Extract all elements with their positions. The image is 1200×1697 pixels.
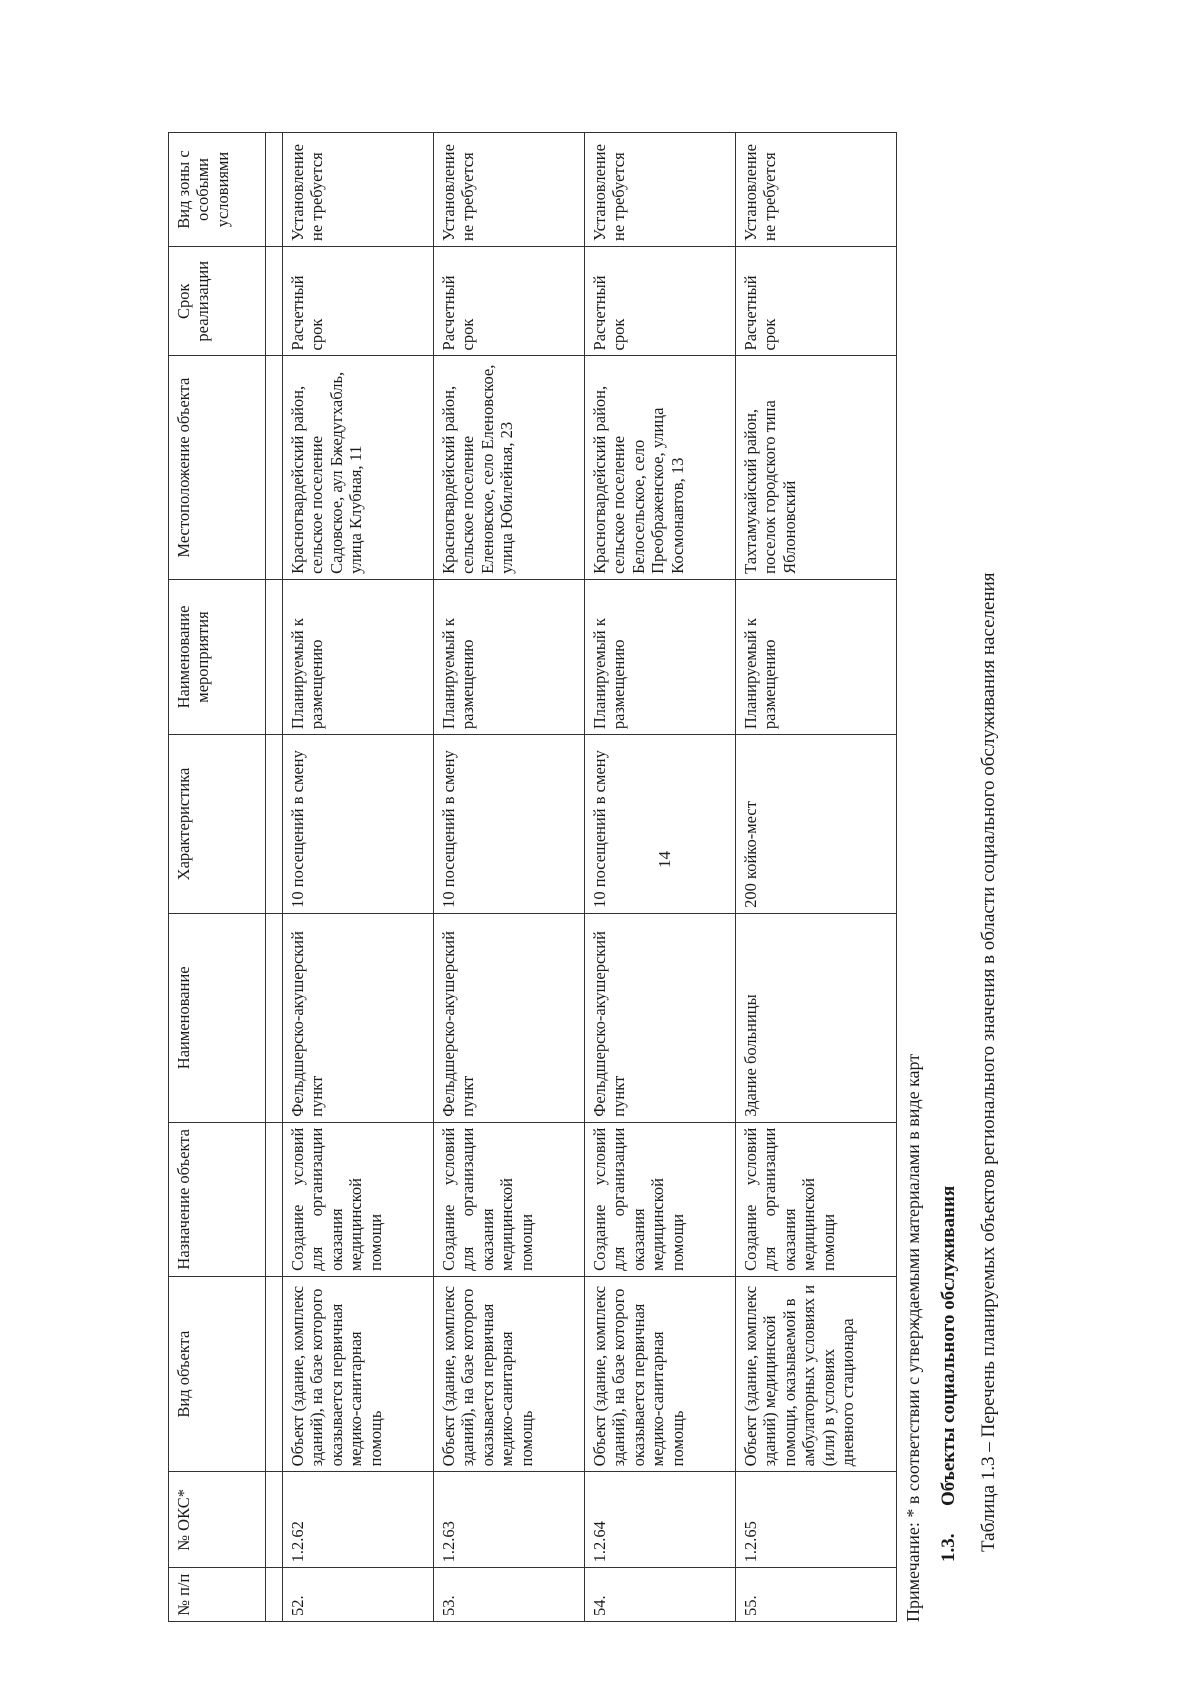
table-cell: Расчетный срок: [736, 247, 897, 356]
table-cell: Объект (здание, комплекс зданий) медицинской помощи, оказываемой в амбулаторных условиях и (или) в условиях дневного стационара: [736, 1276, 897, 1471]
table-cell: 52.: [283, 1568, 434, 1622]
table-spacer-row: [266, 133, 283, 1622]
table-cell: 10 посещений в смену: [585, 735, 736, 914]
table-cell: Красногвардейский район, сельское поселение Еленовское, село Еленовское, улица Юбилейная, 23: [434, 356, 585, 579]
table-cell: Красногвардейский район, сельское поселение Садовское, аул Бжедугхабль, улица Клубная, 11: [283, 356, 434, 579]
table-cell: Красногвардейский район, сельское поселение Белосельское, село Преображенское, улица Космонавтов, 13: [585, 356, 736, 579]
header-cell: № п/п: [169, 1568, 266, 1622]
table-cell: Планируемый к размещению: [283, 579, 434, 734]
table-cell: Установление не требуется: [585, 133, 736, 247]
header-cell: Характеристика: [169, 735, 266, 914]
table-cell: 10 посещений в смену: [434, 735, 585, 914]
table-cell: 1.2.62: [283, 1472, 434, 1568]
table-cell: Здание больницы: [736, 913, 897, 1122]
table-cell: Создание условий для организации оказания медицинской помощи: [283, 1122, 434, 1276]
table-cell: 1.2.65: [736, 1472, 897, 1568]
table-cell: Расчетный срок: [434, 247, 585, 356]
objects-table: [168, 132, 897, 1622]
header-cell: Срок реализации: [169, 247, 266, 356]
table-cell: Создание условий для организации оказания медицинской помощи: [585, 1122, 736, 1276]
rotated-content: [168, 132, 1088, 1622]
header-cell: Наименование мероприятия: [169, 579, 266, 734]
table-cell: Создание условий для организации оказания медицинской помощи: [736, 1122, 897, 1276]
table-cell: Планируемый к размещению: [434, 579, 585, 734]
table-cell: 1.2.63: [434, 1472, 585, 1568]
header-cell: Наименование: [169, 913, 266, 1122]
table-cell: Объект (здание, комплекс зданий), на базе которого оказывается первичная медико-санитарная помощь: [434, 1276, 585, 1471]
table-cell: Установление не требуется: [736, 133, 897, 247]
table-cell: Фельдшерско-акушерский пункт: [283, 913, 434, 1122]
table-cell: Фельдшерско-акушерский пункт: [585, 913, 736, 1122]
table-row: [283, 133, 434, 1622]
table-cell: Расчетный срок: [585, 247, 736, 356]
table-footnote: Примечание: * в соответствии с утверждаемыми материалами в виде карт: [903, 1053, 923, 1622]
table-cell: Создание условий для организации оказания медицинской помощи: [434, 1122, 585, 1276]
table-cell: 1.2.64: [585, 1472, 736, 1568]
table-cell: Установление не требуется: [283, 133, 434, 247]
table-cell: Планируемый к размещению: [736, 579, 897, 734]
table-cell: 55.: [736, 1568, 897, 1622]
section-heading: [938, 132, 960, 1622]
table-cell: Фельдшерско-акушерский пункт: [434, 913, 585, 1122]
table-cell: 10 посещений в смену: [283, 735, 434, 914]
table-row: [736, 133, 897, 1622]
table-cell: Установление не требуется: [434, 133, 585, 247]
table-header-row: [169, 133, 266, 1622]
table-cell: Тахтамукайский район, поселок городского типа Яблоновский: [736, 356, 897, 579]
header-cell: Назначение объекта: [169, 1122, 266, 1276]
table-cell: Планируемый к размещению: [585, 579, 736, 734]
table-cell: 200 койко-мест: [736, 735, 897, 914]
table-row: [585, 133, 736, 1622]
table-caption: Таблица 1.3 – Перечень планируемых объектов регионального значения в области социального обслуживания населения: [978, 572, 999, 1552]
section-number: 1.3.: [938, 1533, 959, 1562]
table-cell: Объект (здание, комплекс зданий), на базе которого оказывается первичная медико-санитарная помощь: [283, 1276, 434, 1471]
table-cell: Объект (здание, комплекс зданий), на базе которого оказывается первичная медико-санитарная помощь: [585, 1276, 736, 1471]
page-number: 14: [655, 851, 674, 868]
table-cell: 53.: [434, 1568, 585, 1622]
table-row: [434, 133, 585, 1622]
header-cell: Местоположение объекта: [169, 356, 266, 579]
table-cell: 54.: [585, 1568, 736, 1622]
header-cell: Вид зоны с особыми условиями: [169, 133, 266, 247]
header-cell: № ОКС*: [169, 1472, 266, 1568]
section-title: Объекты социального обслуживания: [938, 1185, 959, 1506]
table-cell: Расчетный срок: [283, 247, 434, 356]
header-cell: Вид объекта: [169, 1276, 266, 1471]
